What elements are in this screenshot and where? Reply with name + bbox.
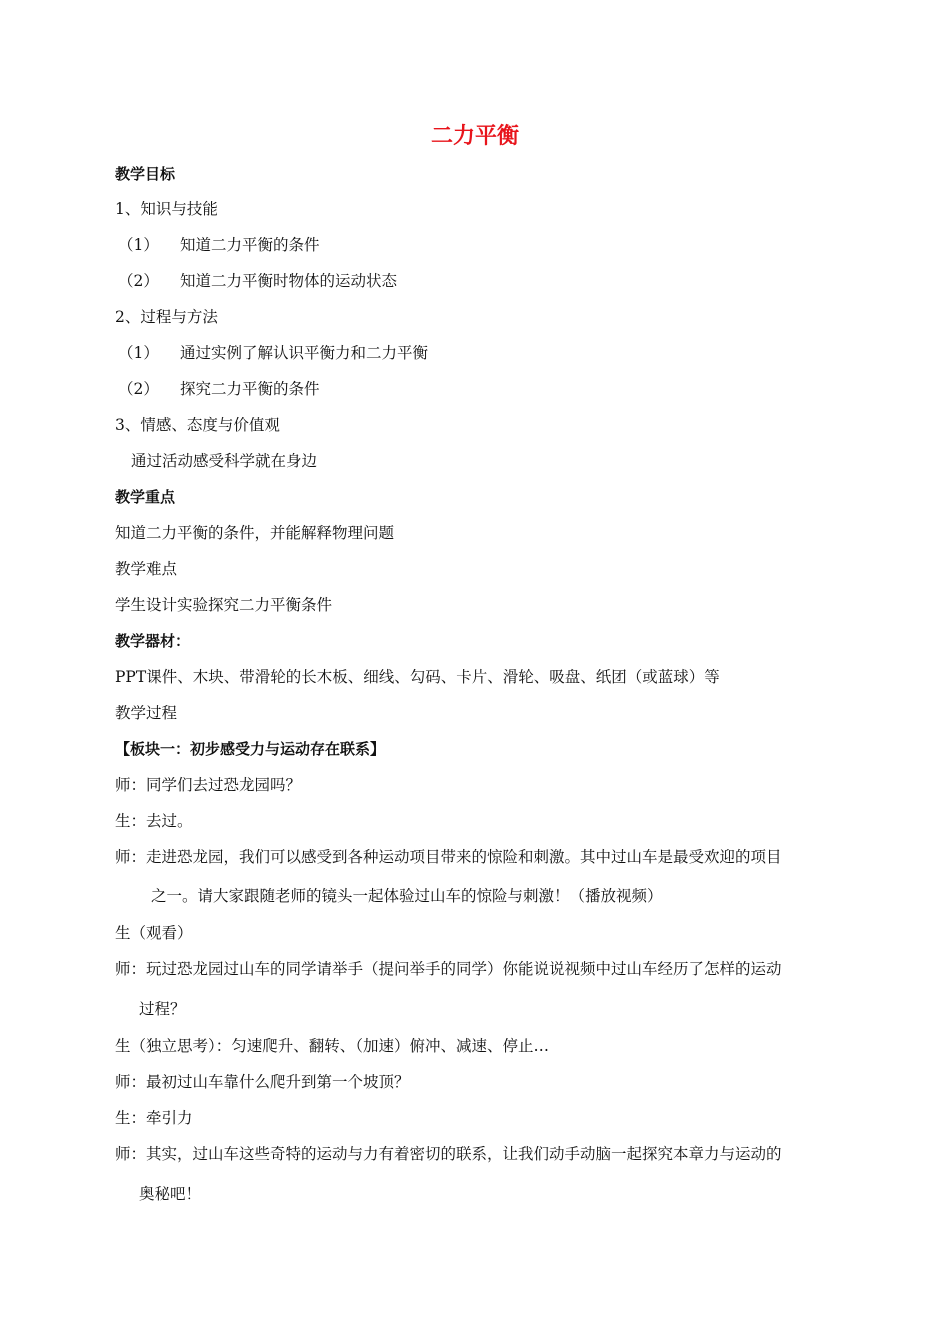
objective-2-item-1 bbox=[118, 342, 428, 364]
item-number: （1） bbox=[118, 344, 159, 362]
dialogue-line: 之一。请大家跟随老师的镜头一起体验过山车的惊险与刺激！（播放视频） bbox=[151, 887, 663, 905]
dialogue-line: 师：玩过恐龙园过山车的同学请举手（提问举手的同学）你能说说视频中过山车经历了怎样的运动 bbox=[115, 960, 782, 978]
process-heading: 教学过程 bbox=[115, 704, 178, 722]
dialogue-line: 师：最初过山车靠什么爬升到第一个坡顶？ bbox=[115, 1073, 410, 1091]
dialogue-line: 过程？ bbox=[139, 1000, 186, 1018]
key-points-text: 知道二力平衡的条件，并能解释物理问题 bbox=[115, 524, 395, 542]
equipment-text: PPT课件、木块、带滑轮的长木板、细线、勾码、卡片、滑轮、吸盘、纸团（或蓝球）等 bbox=[115, 668, 720, 686]
item-text: 通过实例了解认识平衡力和二力平衡 bbox=[180, 344, 429, 362]
objective-3: 3、情感、态度与价值观 bbox=[115, 416, 280, 434]
dialogue-line: 师：其实，过山车这些奇特的运动与力有着密切的联系，让我们动手动脑一起探究本章力与运动的 bbox=[115, 1145, 782, 1163]
dialogue-line: 生（观看） bbox=[115, 924, 193, 942]
item-number: （2） bbox=[118, 380, 159, 398]
item-text: 探究二力平衡的条件 bbox=[180, 380, 320, 398]
item-number: （2） bbox=[118, 272, 159, 290]
section-1-heading: 【板块一：初步感受力与运动存在联系】 bbox=[115, 740, 386, 758]
dialogue-line: 生（独立思考）：匀速爬升、翻转、（加速）俯冲、减速、停止… bbox=[115, 1037, 550, 1055]
objective-2-item-2 bbox=[118, 378, 320, 400]
dialogue-line: 奥秘吧！ bbox=[139, 1185, 202, 1203]
item-number: （1） bbox=[118, 236, 159, 254]
item-text: 知道二力平衡时物体的运动状态 bbox=[180, 272, 398, 290]
key-points-heading: 教学重点 bbox=[115, 488, 176, 506]
objectives-heading: 教学目标 bbox=[115, 165, 176, 183]
objective-1-item-1 bbox=[118, 234, 320, 256]
document-title: 二力平衡 bbox=[430, 124, 519, 149]
difficulty-text: 学生设计实验探究二力平衡条件 bbox=[115, 596, 333, 614]
objective-1-item-2 bbox=[118, 270, 397, 292]
objective-1: 1、知识与技能 bbox=[115, 200, 218, 218]
dialogue-line: 生：牵引力 bbox=[115, 1109, 193, 1127]
objective-2: 2、过程与方法 bbox=[115, 308, 218, 326]
equipment-heading: 教学器材： bbox=[115, 632, 191, 650]
objective-3-text: 通过活动感受科学就在身边 bbox=[131, 452, 318, 470]
dialogue-line: 师：同学们去过恐龙园吗？ bbox=[115, 776, 302, 794]
dialogue-line: 师：走进恐龙园，我们可以感受到各种运动项目带来的惊险和刺激。其中过山车是最受欢迎的项目 bbox=[115, 848, 782, 866]
item-text: 知道二力平衡的条件 bbox=[180, 236, 320, 254]
dialogue-line: 生：去过。 bbox=[115, 812, 193, 830]
difficulty-heading: 教学难点 bbox=[115, 560, 178, 578]
